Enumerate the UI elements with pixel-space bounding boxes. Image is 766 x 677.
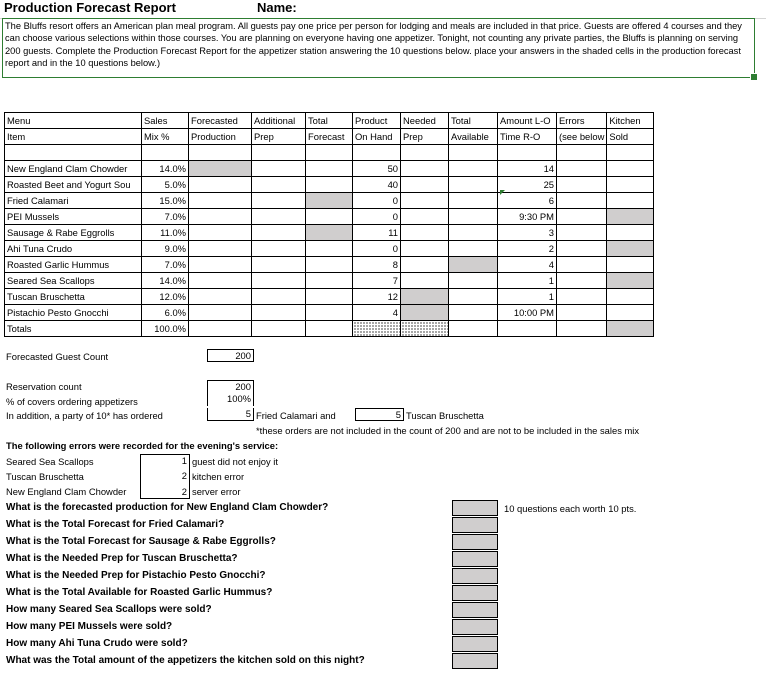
mix-cell[interactable]: 7.0% [142, 257, 189, 273]
header-production: Production [189, 129, 252, 145]
question-8: How many PEI Mussels were sold? [6, 621, 173, 632]
mix-cell[interactable]: 11.0% [142, 225, 189, 241]
disabled-cell [353, 321, 401, 337]
forecast-label: Forecasted Guest Count [6, 351, 109, 362]
question-2: What is the Total Forecast for Fried Calamari? [6, 519, 225, 530]
answer-cell[interactable] [401, 289, 449, 305]
item-cell[interactable]: Fried Calamari [5, 193, 142, 209]
item-cell[interactable]: PEI Mussels [5, 209, 142, 225]
mix-cell[interactable]: 6.0% [142, 305, 189, 321]
party-note: *these orders are not included in the count of 200 and are not to be included in the sales mix [256, 425, 640, 436]
report-title: Production Forecast Report [4, 0, 176, 15]
cell[interactable] [557, 193, 607, 209]
table-row [5, 257, 654, 273]
cell[interactable] [306, 321, 353, 337]
header-total-2: Total [449, 113, 498, 129]
answer-cell[interactable] [306, 193, 353, 209]
lo-cell[interactable]: 25 [498, 177, 557, 193]
cell[interactable] [401, 225, 449, 241]
header-kitchen: Kitchen [607, 113, 654, 129]
cell[interactable] [252, 177, 306, 193]
lo-cell[interactable]: 2 [498, 241, 557, 257]
header-item: Item [5, 129, 142, 145]
cell[interactable] [252, 321, 306, 337]
cell[interactable] [401, 241, 449, 257]
error-reason: guest did not enjoy it [192, 456, 278, 467]
header-amount-lo: Amount L-O [498, 113, 557, 129]
cell[interactable] [189, 305, 252, 321]
error-qty[interactable]: 2 [140, 467, 190, 483]
reservation-count-value[interactable]: 200 [207, 380, 254, 393]
on-hand-cell[interactable]: 11 [353, 225, 401, 241]
table-row [5, 209, 654, 225]
cell[interactable] [557, 225, 607, 241]
cell[interactable] [449, 289, 498, 305]
cell[interactable] [449, 177, 498, 193]
cell[interactable] [252, 193, 306, 209]
answer-cell[interactable] [449, 257, 498, 273]
on-hand-cell[interactable]: 8 [353, 257, 401, 273]
cell[interactable] [306, 289, 353, 305]
header-errors: Errors [557, 113, 607, 129]
header-on-hand: On Hand [353, 129, 401, 145]
party-item-1: Fried Calamari and [256, 410, 336, 421]
cell[interactable] [189, 177, 252, 193]
answer-1[interactable] [452, 500, 498, 516]
header-forecast: Forecast [306, 129, 353, 145]
error-qty[interactable]: 1 [140, 454, 190, 467]
item-cell[interactable]: Seared Sea Scallops [5, 273, 142, 289]
answer-5[interactable] [452, 568, 498, 584]
cell[interactable] [607, 225, 654, 241]
answer-cell[interactable] [607, 321, 654, 337]
mix-cell[interactable]: 14.0% [142, 273, 189, 289]
table-row [5, 161, 654, 177]
mix-cell[interactable]: 12.0% [142, 289, 189, 305]
header-menu: Menu [5, 113, 142, 129]
cell[interactable] [557, 273, 607, 289]
points-note: 10 questions each worth 10 pts. [504, 503, 637, 514]
cell[interactable] [189, 257, 252, 273]
header-forecasted: Forecasted [189, 113, 252, 129]
cell[interactable] [401, 161, 449, 177]
cell[interactable] [449, 193, 498, 209]
answer-4[interactable] [452, 551, 498, 567]
header-product: Product [353, 113, 401, 129]
spacer-row [5, 145, 654, 161]
totals-label[interactable]: Totals [5, 321, 142, 337]
cell[interactable] [189, 193, 252, 209]
answer-cell[interactable] [401, 305, 449, 321]
answer-2[interactable] [452, 517, 498, 533]
totals-mix[interactable]: 100.0% [142, 321, 189, 337]
cell[interactable] [401, 177, 449, 193]
cell[interactable] [557, 161, 607, 177]
answer-7[interactable] [452, 602, 498, 618]
error-item: New England Clam Chowder [6, 486, 127, 497]
cell[interactable] [607, 289, 654, 305]
cell[interactable] [189, 225, 252, 241]
answer-cell[interactable] [306, 225, 353, 241]
on-hand-cell[interactable]: 4 [353, 305, 401, 321]
cell[interactable] [189, 289, 252, 305]
header-see-below: (see below [557, 129, 607, 145]
cell[interactable] [401, 209, 449, 225]
on-hand-cell[interactable]: 40 [353, 177, 401, 193]
party-qty-1[interactable]: 5 [207, 408, 254, 421]
cell[interactable] [607, 193, 654, 209]
question-5: What is the Needed Prep for Pistachio Pesto Gnocchi? [6, 570, 266, 581]
cell[interactable] [449, 321, 498, 337]
error-reason: kitchen error [192, 471, 245, 482]
cell[interactable] [401, 193, 449, 209]
answer-3[interactable] [452, 534, 498, 550]
mix-cell[interactable]: 15.0% [142, 193, 189, 209]
header-mix: Mix % [142, 129, 189, 145]
cell[interactable] [401, 257, 449, 273]
cell[interactable] [189, 241, 252, 257]
item-cell[interactable]: Pistachio Pesto Gnocchi [5, 305, 142, 321]
table-row [5, 177, 654, 193]
item-cell[interactable]: Roasted Garlic Hummus [5, 257, 142, 273]
cell[interactable] [449, 161, 498, 177]
cell[interactable] [189, 209, 252, 225]
on-hand-cell[interactable]: 0 [353, 209, 401, 225]
answer-cell[interactable] [189, 161, 252, 177]
question-3: What is the Total Forecast for Sausage & Rabe Eggrolls? [6, 536, 276, 547]
error-item: Seared Sea Scallops [6, 456, 94, 467]
header-prep-2: Prep [401, 129, 449, 145]
cell[interactable] [557, 305, 607, 321]
cell[interactable] [449, 273, 498, 289]
cell[interactable] [557, 321, 607, 337]
cell[interactable] [306, 257, 353, 273]
cell[interactable] [557, 177, 607, 193]
cell[interactable] [557, 257, 607, 273]
cell[interactable] [252, 209, 306, 225]
covers-pct-value[interactable]: 100% [207, 393, 254, 406]
answer-cell[interactable] [607, 273, 654, 289]
cell[interactable] [306, 177, 353, 193]
cell[interactable] [306, 161, 353, 177]
cell[interactable] [252, 161, 306, 177]
on-hand-cell[interactable]: 12 [353, 289, 401, 305]
production-forecast-table [4, 112, 654, 337]
totals-row [5, 321, 654, 337]
cell[interactable] [252, 305, 306, 321]
header-sales: Sales [142, 113, 189, 129]
cell[interactable] [607, 305, 654, 321]
cell[interactable] [557, 209, 607, 225]
cell[interactable] [607, 257, 654, 273]
item-cell[interactable]: New England Clam Chowder [5, 161, 142, 177]
question-1: What is the forecasted production for New England Clam Chowder? [6, 502, 329, 513]
table-row [5, 225, 654, 241]
cell[interactable] [252, 257, 306, 273]
header-prep: Prep [252, 129, 306, 145]
item-cell[interactable]: Sausage & Rabe Eggrolls [5, 225, 142, 241]
intro-text-cell[interactable] [2, 18, 755, 78]
lo-cell[interactable]: 1 [498, 289, 557, 305]
answer-cell[interactable] [607, 209, 654, 225]
table-row [5, 193, 654, 209]
answer-8[interactable] [452, 619, 498, 635]
header-needed: Needed [401, 113, 449, 129]
mix-cell[interactable]: 14.0% [142, 161, 189, 177]
lo-cell[interactable]: 10:00 PM [498, 305, 557, 321]
answer-10[interactable] [452, 653, 498, 669]
disabled-cell [401, 321, 449, 337]
on-hand-cell[interactable]: 0 [353, 193, 401, 209]
table-row [5, 289, 654, 305]
party-label: In addition, a party of 10* has ordered [6, 410, 163, 421]
intro-text: The Bluffs resort offers an American plan meal program. All guests pay one price per person for lodging and meals are included in that price. Guests are offered 4 courses and they can choose various selections within those courses. You are planning on everyone having one appetizer. Tonight, not counting any private parties, the Bluffs is planning on serving 200 guests. Complete the Production Forecast Report for the appetizer station answering the 10 questions below. place your answers in the shaded cells in the production forecast report and in the 10 questions below.) [5, 21, 742, 69]
header-sold: Sold [607, 129, 654, 145]
question-9: How many Ahi Tuna Crudo were sold? [6, 638, 188, 649]
question-7: How many Seared Sea Scallops were sold? [6, 604, 212, 615]
errors-title: The following errors were recorded for the evening's service: [6, 440, 279, 451]
mix-cell[interactable]: 5.0% [142, 177, 189, 193]
header-time-ro: Time R-O [498, 129, 557, 145]
header-total: Total [306, 113, 353, 129]
party-item-2: Tuscan Bruschetta [406, 410, 484, 421]
cell[interactable] [252, 241, 306, 257]
reservation-count-label: Reservation count [6, 381, 82, 392]
error-qty[interactable]: 2 [140, 483, 190, 499]
item-cell[interactable]: Ahi Tuna Crudo [5, 241, 142, 257]
cell[interactable] [449, 305, 498, 321]
answer-6[interactable] [452, 585, 498, 601]
cell[interactable] [189, 321, 252, 337]
error-reason: server error [192, 486, 241, 497]
fill-handle[interactable] [750, 73, 758, 81]
cell[interactable] [607, 161, 654, 177]
question-10: What was the Total amount of the appetizers the kitchen sold on this night? [6, 655, 365, 666]
error-item: Tuscan Bruschetta [6, 471, 84, 482]
cell[interactable] [449, 241, 498, 257]
cell[interactable] [252, 273, 306, 289]
on-hand-cell[interactable]: 0 [353, 241, 401, 257]
item-cell[interactable]: Tuscan Bruschetta [5, 289, 142, 305]
cell[interactable] [306, 241, 353, 257]
lo-cell[interactable]: 4 [498, 257, 557, 273]
party-qty-2[interactable]: 5 [355, 408, 404, 421]
cell[interactable] [557, 241, 607, 257]
forecast-value[interactable]: 200 [207, 349, 254, 362]
mix-cell[interactable]: 7.0% [142, 209, 189, 225]
table-row [5, 305, 654, 321]
comment-indicator[interactable] [500, 190, 505, 195]
header-additional: Additional [252, 113, 306, 129]
mix-cell[interactable]: 9.0% [142, 241, 189, 257]
answer-9[interactable] [452, 636, 498, 652]
lo-cell[interactable]: 9:30 PM [498, 209, 557, 225]
cell[interactable] [252, 225, 306, 241]
cell[interactable] [607, 177, 654, 193]
question-6: What is the Total Available for Roasted Garlic Hummus? [6, 587, 273, 598]
cell[interactable] [557, 289, 607, 305]
cell[interactable] [401, 273, 449, 289]
lo-cell[interactable]: 3 [498, 225, 557, 241]
cell[interactable] [252, 289, 306, 305]
on-hand-cell[interactable]: 7 [353, 273, 401, 289]
covers-pct-label: % of covers ordering appetizers [6, 396, 138, 407]
cell[interactable] [306, 209, 353, 225]
cell[interactable] [449, 225, 498, 241]
question-4: What is the Needed Prep for Tuscan Bruschetta? [6, 553, 238, 564]
lo-cell[interactable]: 1 [498, 273, 557, 289]
cell[interactable] [449, 209, 498, 225]
cell[interactable] [306, 273, 353, 289]
cell[interactable] [189, 273, 252, 289]
table-row [5, 273, 654, 289]
item-cell[interactable]: Roasted Beet and Yogurt Sou [5, 177, 142, 193]
header-available: Available [449, 129, 498, 145]
answer-cell[interactable] [607, 241, 654, 257]
lo-cell[interactable]: 14 [498, 161, 557, 177]
cell[interactable] [498, 321, 557, 337]
cell[interactable] [306, 305, 353, 321]
on-hand-cell[interactable]: 50 [353, 161, 401, 177]
table-row [5, 241, 654, 257]
name-label: Name: [257, 0, 297, 15]
lo-cell[interactable]: 6 [498, 193, 557, 209]
